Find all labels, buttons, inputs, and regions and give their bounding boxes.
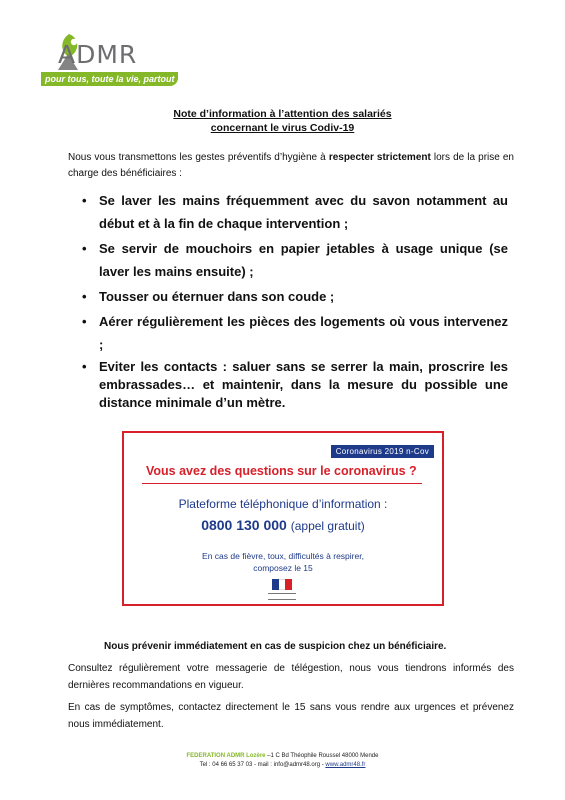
intro-paragraph	[68, 150, 514, 182]
list-item-text: Eviter les contacts : saluer sans se serrer la main, proscrire les embrassades… et maintenir, dans la mesure du possible une distance minimale d’un mètre.	[99, 359, 508, 410]
messaging-paragraph: Consultez régulièrement votre messagerie de télégestion, nous vous tiendrons informés des dernières recommandations en vigueur.	[68, 663, 514, 691]
list-item-text: Tousser ou éternuer dans son coude ;	[99, 289, 335, 304]
banner-phone-number	[124, 517, 442, 533]
intro-emphasis: respecter strictement	[328, 152, 431, 163]
list-item	[82, 285, 508, 308]
list-item-text: Se servir de mouchoirs en papier jetables à usage unique (se laver les mains ensuite) ;	[99, 241, 508, 279]
list-item-text: Se laver les mains fréquemment avec du savon notamment au début et à la fin de chaque intervention ;	[99, 193, 508, 231]
symptoms-paragraph: En cas de symptômes, contactez directement le 15 sans vous rendre aux urgences et prévenez nous immédiatement.	[68, 702, 514, 730]
list-item	[82, 189, 508, 235]
list-item	[82, 310, 508, 356]
bullet-dot-icon: •	[82, 314, 87, 329]
republic-emblem-text-icon	[268, 593, 296, 600]
list-item-text: Aérer régulièrement les pièces des logements où vous intervenez ;	[99, 314, 508, 352]
footer-line-2	[0, 761, 565, 770]
fever-line-1: En cas de fièvre, toux, difficultés à respirer,	[202, 551, 364, 561]
list-item	[82, 237, 508, 283]
banner-fever-instructions	[124, 550, 442, 574]
title-line-1: Note d’information à l’attention des salariés	[173, 108, 392, 120]
coronavirus-info-banner	[122, 431, 444, 606]
footer	[0, 752, 565, 770]
french-republic-flag-icon	[272, 579, 292, 590]
bullet-dot-icon: •	[82, 359, 87, 374]
bullet-dot-icon: •	[82, 241, 87, 256]
banner-question: Vous avez des questions sur le coronavirus ?	[146, 464, 417, 478]
intro-text-before: Nous vous transmettons les gestes préventifs d’hygiène à	[68, 152, 329, 163]
footer-contact: Tel : 04 66 65 37 03 - mail : info@admr48.org -	[199, 762, 326, 768]
footer-federation: FEDERATION ADMR Lozère	[186, 753, 266, 759]
fever-line-2: composez le 15	[253, 563, 313, 573]
bullet-dot-icon: •	[82, 193, 87, 208]
free-call-note: (appel gratuit)	[290, 519, 365, 533]
bullet-dot-icon: •	[82, 289, 87, 304]
banner-platform-label: Plateforme téléphonique d’information :	[178, 497, 388, 511]
title-line-2: concernant le virus Codiv-19	[210, 122, 355, 134]
logo-wordmark: ADMR	[58, 40, 138, 69]
footer-line-1	[0, 752, 565, 761]
footer-address: –1 C Bd Théophile Roussel 48000 Mende	[265, 753, 379, 759]
footer-website-link[interactable]: www.admr48.fr	[325, 762, 366, 768]
document-title	[0, 107, 565, 135]
intro-text-after: lors de la prise en charge des bénéficiaires :	[68, 152, 514, 179]
list-item	[82, 358, 508, 412]
hygiene-measures-list	[82, 189, 508, 414]
logo-tagline: pour tous, toute la vie, partout	[41, 72, 178, 86]
phone-number: 0800 130 000	[201, 517, 287, 533]
banner-tag: Coronavirus 2019 n-Cov	[331, 445, 434, 458]
suspicion-alert: Nous prévenir immédiatement en cas de suspicion chez un bénéficiaire.	[104, 641, 447, 652]
banner-divider	[142, 483, 422, 484]
